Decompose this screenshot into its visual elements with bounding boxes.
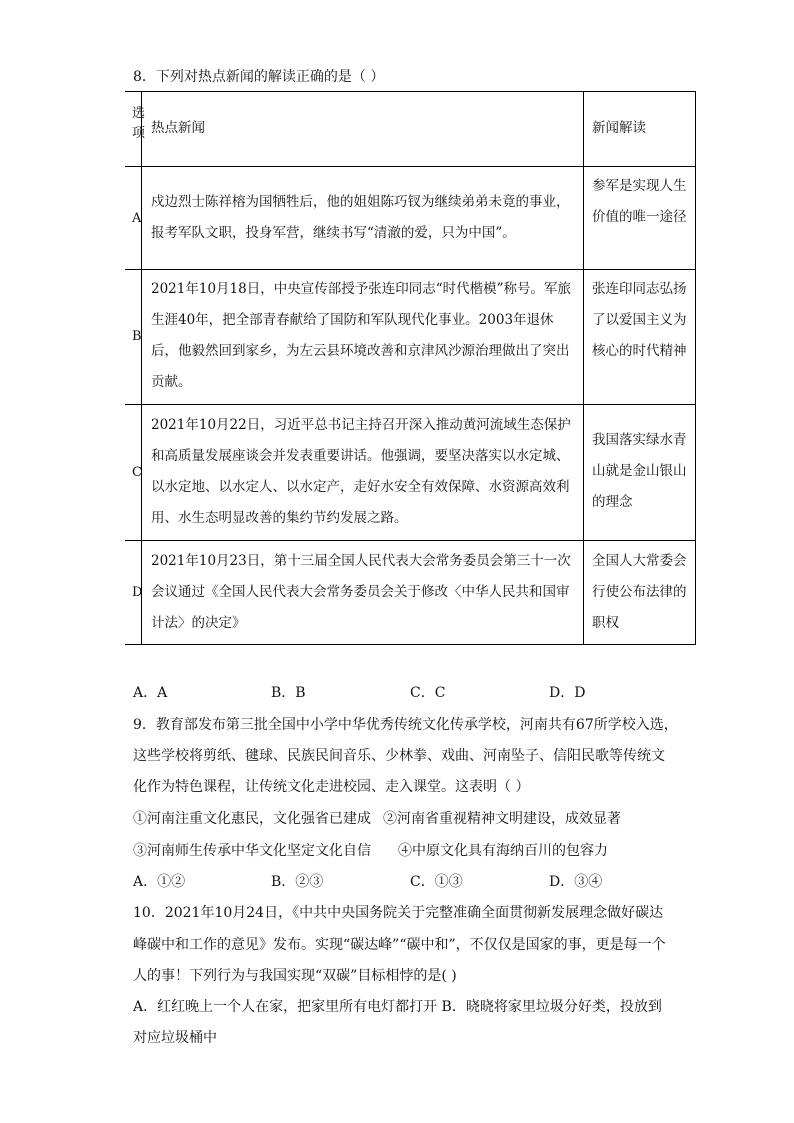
row-a-letter: A [132,211,142,226]
table-rule [141,91,142,645]
table-rule [125,404,696,405]
q10-option-line[interactable]: 对应垃圾桶中 [133,1030,217,1046]
table-rule [125,269,696,270]
table-rule [583,91,584,645]
table-rule [125,91,696,92]
q8-choice-d[interactable]: D．D [549,685,586,701]
q9-choice-a[interactable]: A．①② [133,874,186,890]
row-b-news: 2021年10月18日，中央宣传部授予张连印同志“时代楷模”称号。军旅生涯40年，把全部青春献给了国防和军队现代化事业。2003年退休后，他毅然回到家乡，为左云县环境改善和京津风沙源治理做出了突出贡献。 [151,281,572,390]
row-a-interpretation: 参军是实现人生价值的唯一途径 [592,178,687,225]
table-rule [125,644,696,645]
q9-stem-line: 化作为特色课程，让传统文化走进校园、走入课堂。这表明（ ） [133,779,530,795]
table-rule [695,91,696,645]
header-option: 选项 [132,106,146,141]
q8-choice-c[interactable]: C．C [410,685,446,701]
q9-stem-line: 9．教育部发布第三批全国中小学中华优秀传统文化传承学校，河南共有67所学校入选， [133,717,678,733]
q8-choice-b[interactable]: B．B [271,685,306,701]
q8-stem: 8．下列对热点新闻的解读正确的是（ ） [133,69,385,85]
q9-statement-4: ④中原文化具有海纳百川的包容力 [398,843,608,859]
q10-stem-line: 10．2021年10月24日，《中共中央国务院关于完整准确全面贯彻新发展理念做好碳达 [133,905,664,921]
q10-stem-line: 峰碳中和工作的意见》发布。实现“碳达峰”“碳中和”，不仅仅是国家的事，更是每一个 [133,937,666,953]
row-c-interpretation: 我国落实绿水青山就是金山银山的理念 [592,432,687,510]
header-news: 热点新闻 [151,120,205,136]
q10-option-line[interactable]: A．红红晚上一个人在家，把家里所有电灯都打开 B．晓晓将家里垃圾分好类，投放到 [133,999,662,1015]
q9-choice-b[interactable]: B．②③ [271,874,324,890]
q9-stem-line: 这些学校将剪纸、毽球、民族民间音乐、少林拳、戏曲、河南坠子、信阳民歌等传统文 [133,748,665,764]
q8-choice-a[interactable]: A．A [133,685,168,701]
q8-table [125,91,696,645]
q9-statement-1: ①河南注重文化惠民，文化强省已建成 [133,811,371,827]
row-a-news: 戍边烈士陈祥榕为国牺牲后，他的姐姐陈巧钗为继续弟弟未竟的事业，报考军队文职，投身军营，继续书写“清澈的爱，只为中国”。 [151,194,570,241]
q9-choice-d[interactable]: D．③④ [549,874,603,890]
q9-choice-c[interactable]: C．①③ [410,874,463,890]
q10-stem-line: 人的事！下列行为与我国实现“双碳”目标相悖的是( ) [133,968,457,984]
q9-statement-2: ②河南省重视精神文明建设，成效显著 [383,811,621,827]
row-d-news: 2021年10月23日，第十三届全国人民代表大会常务委员会第三十一次会议通过《全国人民代表大会常务委员会关于修改〈中华人民共和国审计法〉的决定》 [151,553,571,631]
row-c-letter: C [132,465,142,480]
row-b-letter: B [132,329,142,344]
table-rule [125,166,696,167]
row-d-interpretation: 全国人大常委会行使公布法律的职权 [592,553,687,631]
table-rule [125,540,696,541]
q9-statement-3: ③河南师生传承中华文化坚定文化自信 [133,843,371,859]
row-c-news: 2021年10月22日，习近平总书记主持召开深入推动黄河流域生态保护和高质量发展座谈会并发表重要讲话。他强调，要坚决落实以水定城、以水定地、以水定人、以水定产，走好水安全有效保障、水资源高效利用、水生态明显改善的集约节约发展之路。 [151,417,571,526]
row-d-letter: D [132,585,143,600]
header-interpretation: 新闻解读 [592,120,646,136]
row-b-interpretation: 张连印同志弘扬了以爱国主义为核心的时代精神 [592,281,687,359]
